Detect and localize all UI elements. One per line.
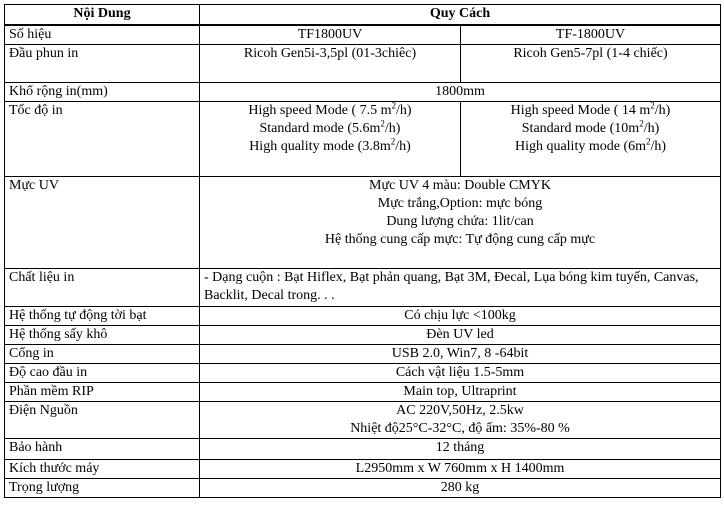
row-height bbox=[5, 364, 721, 383]
header-content: Nội Dung bbox=[5, 5, 200, 26]
row-label: Đầu phun in bbox=[5, 45, 200, 83]
speed-b-line: Standard mode $(10m^2/h)$ bbox=[521, 118, 660, 136]
model-b: TF-1800UV bbox=[461, 25, 721, 45]
row-port bbox=[5, 345, 721, 364]
row-head bbox=[5, 45, 721, 83]
spec-table bbox=[4, 4, 721, 498]
dryer-value: Đèn UV led bbox=[200, 326, 721, 345]
ink-line: Mực trắng,Option: mực bóng bbox=[377, 196, 543, 211]
row-weight bbox=[5, 479, 721, 498]
row-ink bbox=[5, 177, 721, 269]
rip-value: Main top, Ultraprint bbox=[200, 383, 721, 402]
media-value: - Dạng cuộn : Bạt Hiflex, Bạt phản quang, Bạt 3M, Đecal, Lụa bóng kim tuyến, Canvas, Backlit, Decal trong. . . bbox=[200, 269, 721, 307]
head-a: Ricoh Gen5i-3,5pl (01-3chiêc) bbox=[200, 45, 461, 83]
speed-a-line: High quality mode $(3.8m^2/h)$ bbox=[249, 136, 411, 154]
ink-line: Hệ thống cung cấp mực: Tự động cung cấp mực bbox=[324, 232, 596, 247]
row-dryer bbox=[5, 326, 721, 345]
winder-value: Có chịu lực <100kg bbox=[200, 307, 721, 326]
model-a: TF1800UV bbox=[200, 25, 461, 45]
ink-line: Dung lượng chứa: 1lit/can bbox=[386, 214, 534, 229]
weight-value: 280 kg bbox=[200, 479, 721, 498]
row-label: Kích thước máy bbox=[5, 460, 200, 479]
port-value: USB 2.0, Win7, 8 -64bit bbox=[200, 345, 721, 364]
row-label: Chất liệu in bbox=[5, 269, 200, 307]
row-label: Khổ rộng in(mm) bbox=[5, 83, 200, 102]
row-rip bbox=[5, 383, 721, 402]
speed-b-line: High speed Mode ( 14 $m^2/h$) bbox=[510, 100, 671, 118]
row-label: Phần mềm RIP bbox=[5, 383, 200, 402]
power-value bbox=[200, 402, 721, 439]
row-power bbox=[5, 402, 721, 439]
ink-value bbox=[200, 177, 721, 269]
row-label: Tốc độ in bbox=[5, 102, 200, 177]
size-value: L2950mm x W 760mm x H 1400mm bbox=[200, 460, 721, 479]
row-width bbox=[5, 83, 721, 102]
speed-b-line: High quality mode $(6m^2/h)$ bbox=[514, 136, 667, 154]
row-speed bbox=[5, 102, 721, 177]
row-label: Hệ thống tự động tời bạt bbox=[5, 307, 200, 326]
power-line: AC 220V,50Hz, 2.5kw bbox=[396, 403, 524, 418]
speed-b bbox=[461, 102, 721, 177]
row-label: Bảo hành bbox=[5, 439, 200, 460]
speed-a-line: High speed Mode ( 7.5 $m^2/h$) bbox=[248, 100, 412, 118]
speed-a-line: Standard mode $(5.6m^2/h)$ bbox=[259, 118, 401, 136]
row-label: Điện Nguồn bbox=[5, 402, 200, 439]
row-winder bbox=[5, 307, 721, 326]
header-spec: Quy Cách bbox=[200, 5, 721, 26]
row-label: Số hiệu bbox=[5, 25, 200, 45]
header-row bbox=[5, 5, 721, 26]
row-model bbox=[5, 25, 721, 45]
height-value: Cách vật liệu 1.5-5mm bbox=[200, 364, 721, 383]
row-label: Mực UV bbox=[5, 177, 200, 269]
row-size bbox=[5, 460, 721, 479]
row-label: Trọng lượng bbox=[5, 479, 200, 498]
head-b: Ricoh Gen5-7pl (1-4 chiếc) bbox=[461, 45, 721, 83]
row-label: Hệ thống sấy khô bbox=[5, 326, 200, 345]
width-value: 1800mm bbox=[200, 83, 721, 102]
row-label: Cổng in bbox=[5, 345, 200, 364]
row-label: Độ cao đầu in bbox=[5, 364, 200, 383]
warranty-value: 12 tháng bbox=[200, 439, 721, 460]
ink-line: Mực UV 4 màu: Double CMYK bbox=[369, 178, 551, 193]
row-warranty bbox=[5, 439, 721, 460]
speed-a bbox=[200, 102, 461, 177]
power-line: Nhiệt độ25°C-32°C, độ ẩm: 35%-80 % bbox=[350, 421, 570, 436]
row-media bbox=[5, 269, 721, 307]
